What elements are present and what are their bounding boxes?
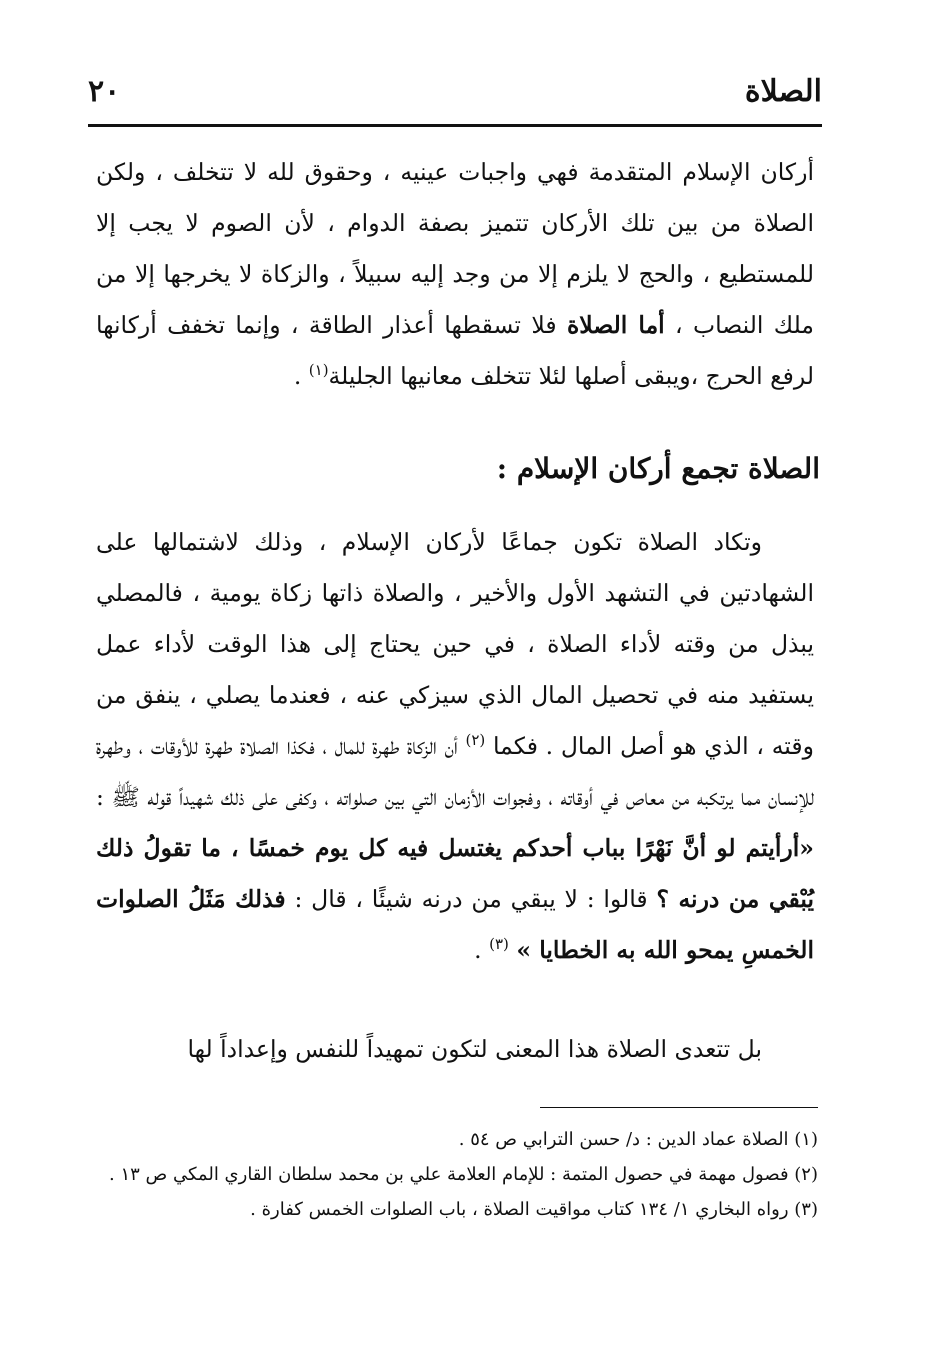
footnote-2: (٢) فصول مهمة في حصول المتمة : للإمام العلامة علي بن محمد سلطان القاري المكي ص ١٣ . — [108, 1164, 818, 1185]
footnote-3: (٣) رواه البخاري ١/ ١٣٤ كتاب مواقيت الصلاة ، باب الصلوات الخمس كفارة . — [250, 1199, 818, 1220]
footnotes — [100, 1122, 818, 1227]
page-number: ٢٠ — [88, 74, 121, 109]
paragraph-2-text-a: وتكاد الصلاة تكون جماعًا لأركان الإسلام ، وذلك لاشتمالها على الشهادتين في التشهد الأول والأخير ، والصلاة ذاتها زكاة يومية ، فالمصلي يبذل من وقته لأداء الصلاة ، في حين يحتاج إلى هذا الوقت لأداء عمل يستفيد منه في تحصيل المال الذي سيزكي عنه ، فعندما يصلي ، ينفق من وقته ، الذي هو أصل المال . فكما — [96, 528, 814, 760]
paragraph-2 — [96, 517, 814, 976]
paragraph-2-end: . — [474, 936, 490, 964]
paragraph-3: بل تتعدى الصلاة هذا المعنى لتكون تمهيداً للنفس وإعداداً لها — [187, 1035, 762, 1063]
paragraph-1-end: . — [293, 362, 309, 390]
paragraph-1-text-b: فلا تسقطها أعذار الطاقة ، وإنما تخفف أركانها لرفع الحرج ،ويبقى أصلها لئلا تتخلف معانيها الجليلة — [96, 311, 814, 390]
running-title: الصلاة — [744, 74, 822, 109]
footnote-ref-1[interactable]: (١) — [308, 361, 329, 380]
paragraph-1-bold: أما الصلاة — [566, 311, 665, 339]
header-divider — [88, 124, 822, 127]
paragraph-2-text-b: أن الزكاة طهرة للمال ، فكذا الصلاة طهرة للأوقات ، وطهرة للإنسان مما يرتكبه من معاص في أوقاته ، وفجوات الأزمان التي بين صلواته ، وكفى على ذلك شهيداً قوله ﷺ : — [96, 732, 814, 811]
hadith-quote-1: «أرأيتم لو أنَّ نَهْرًا بباب أحدكم يغتسل فيه كل يوم خمسًا ، ما تقولُ ذلك يُبْقي من درنه ؟ — [96, 834, 814, 913]
footnote-1: (١) الصلاة عماد الدين : د/ حسن الترابي ص ٥٤ . — [458, 1129, 818, 1150]
paragraph-2-text-c: قالوا : لا يبقي من درنه شيئًا ، قال : — [294, 885, 648, 913]
paragraph-1 — [96, 147, 814, 402]
footnote-ref-2[interactable]: (٢) — [465, 731, 486, 750]
footnote-ref-3[interactable]: (٣) — [489, 935, 509, 954]
footnote-divider — [540, 1107, 818, 1108]
paragraph-1-text-a: أركان الإسلام المتقدمة فهي واجبات عينيه ، وحقوق لله لا تتخلف ، ولكن الصلاة من بين تلك الأركان تتميز بصفة الدوام ، لأن الصوم لا يجب إلا للمستطيع ، والحج لا يلزم إلا من وجد إليه سبيلاً ، والزكاة لا يخرجها إلا من ملك النصاب ، — [96, 158, 814, 339]
page-header — [88, 60, 822, 122]
hadith-quote-2: فذلك مَثَلُ الصلوات الخمسِ يمحو الله به الخطايا » — [96, 885, 814, 964]
section-heading: الصلاة تجمع أركان الإسلام : — [496, 452, 820, 485]
